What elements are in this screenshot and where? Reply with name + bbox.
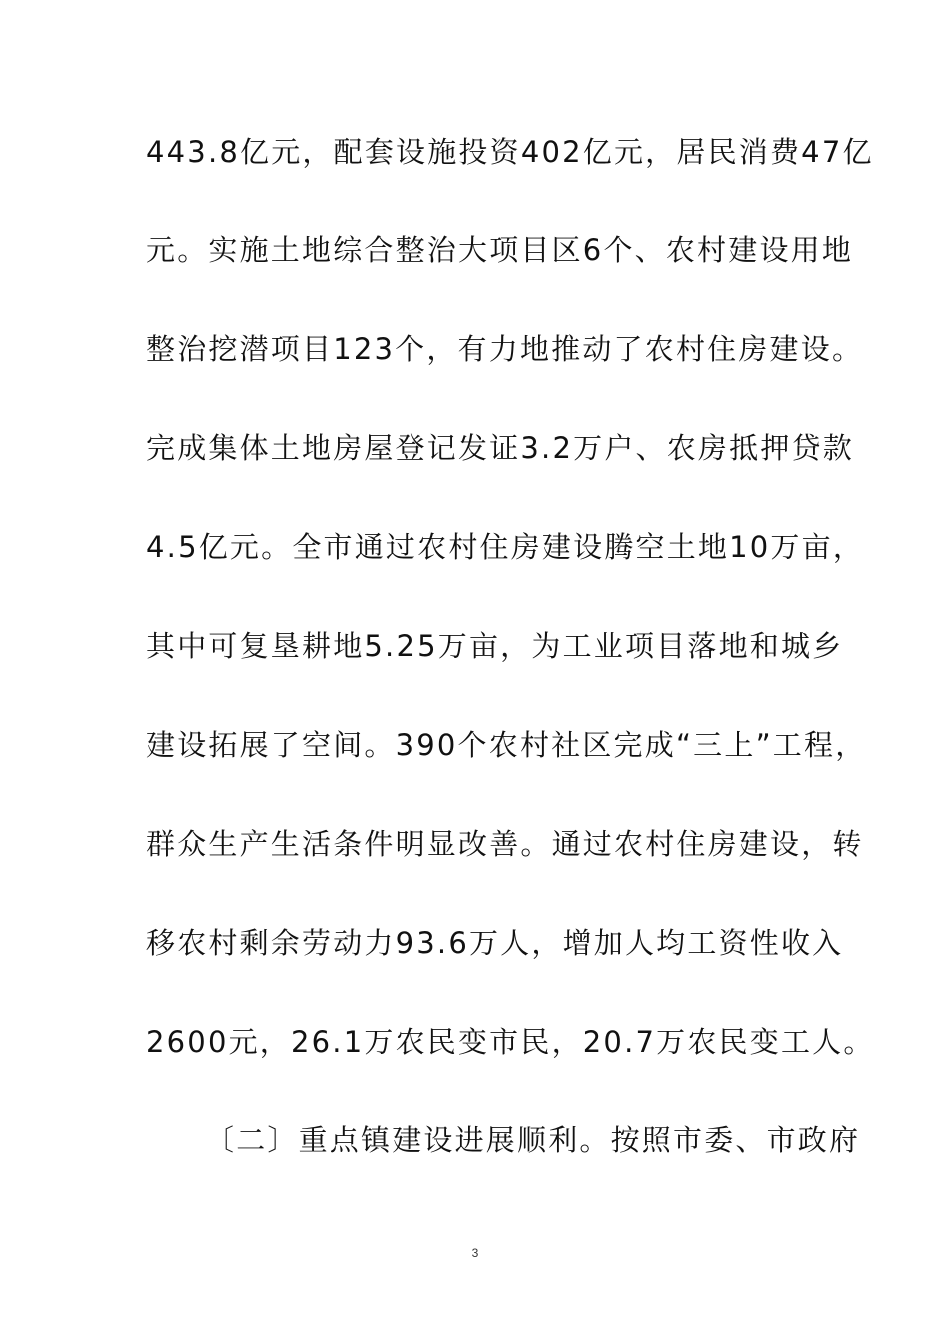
body-text-line-6: 其中可复垦耕地5.25万亩，为工业项目落地和城乡 <box>146 629 844 663</box>
body-text-line-8: 群众生产生活条件明显改善。通过农村住房建设，转 <box>146 827 864 861</box>
body-text-line-2: 元。实施土地综合整治大项目区6个、农村建设用地 <box>146 233 854 267</box>
body-text-line-5: 4.5亿元。全市通过农村住房建设腾空土地10万亩， <box>146 530 865 564</box>
section-heading-line: 〔二〕重点镇建设进展顺利。按照市委、市政府 <box>205 1123 861 1157</box>
body-text-line-9: 移农村剩余劳动力93.6万人，增加人均工资性收入 <box>146 926 844 960</box>
body-text-line-10: 2600元，26.1万农民变市民，20.7万农民变工人。 <box>146 1025 875 1059</box>
body-text-line-3: 整治挖潜项目123个，有力地推动了农村住房建设。 <box>146 332 864 366</box>
body-text-line-1: 443.8亿元，配套设施投资402亿元，居民消费47亿 <box>146 135 874 169</box>
page-number: 3 <box>471 1246 479 1260</box>
body-text-line-7: 建设拓展了空间。390个农村社区完成“三上”工程， <box>146 728 867 762</box>
body-text-line-4: 完成集体土地房屋登记发证3.2万户、农房抵押贷款 <box>146 431 854 465</box>
